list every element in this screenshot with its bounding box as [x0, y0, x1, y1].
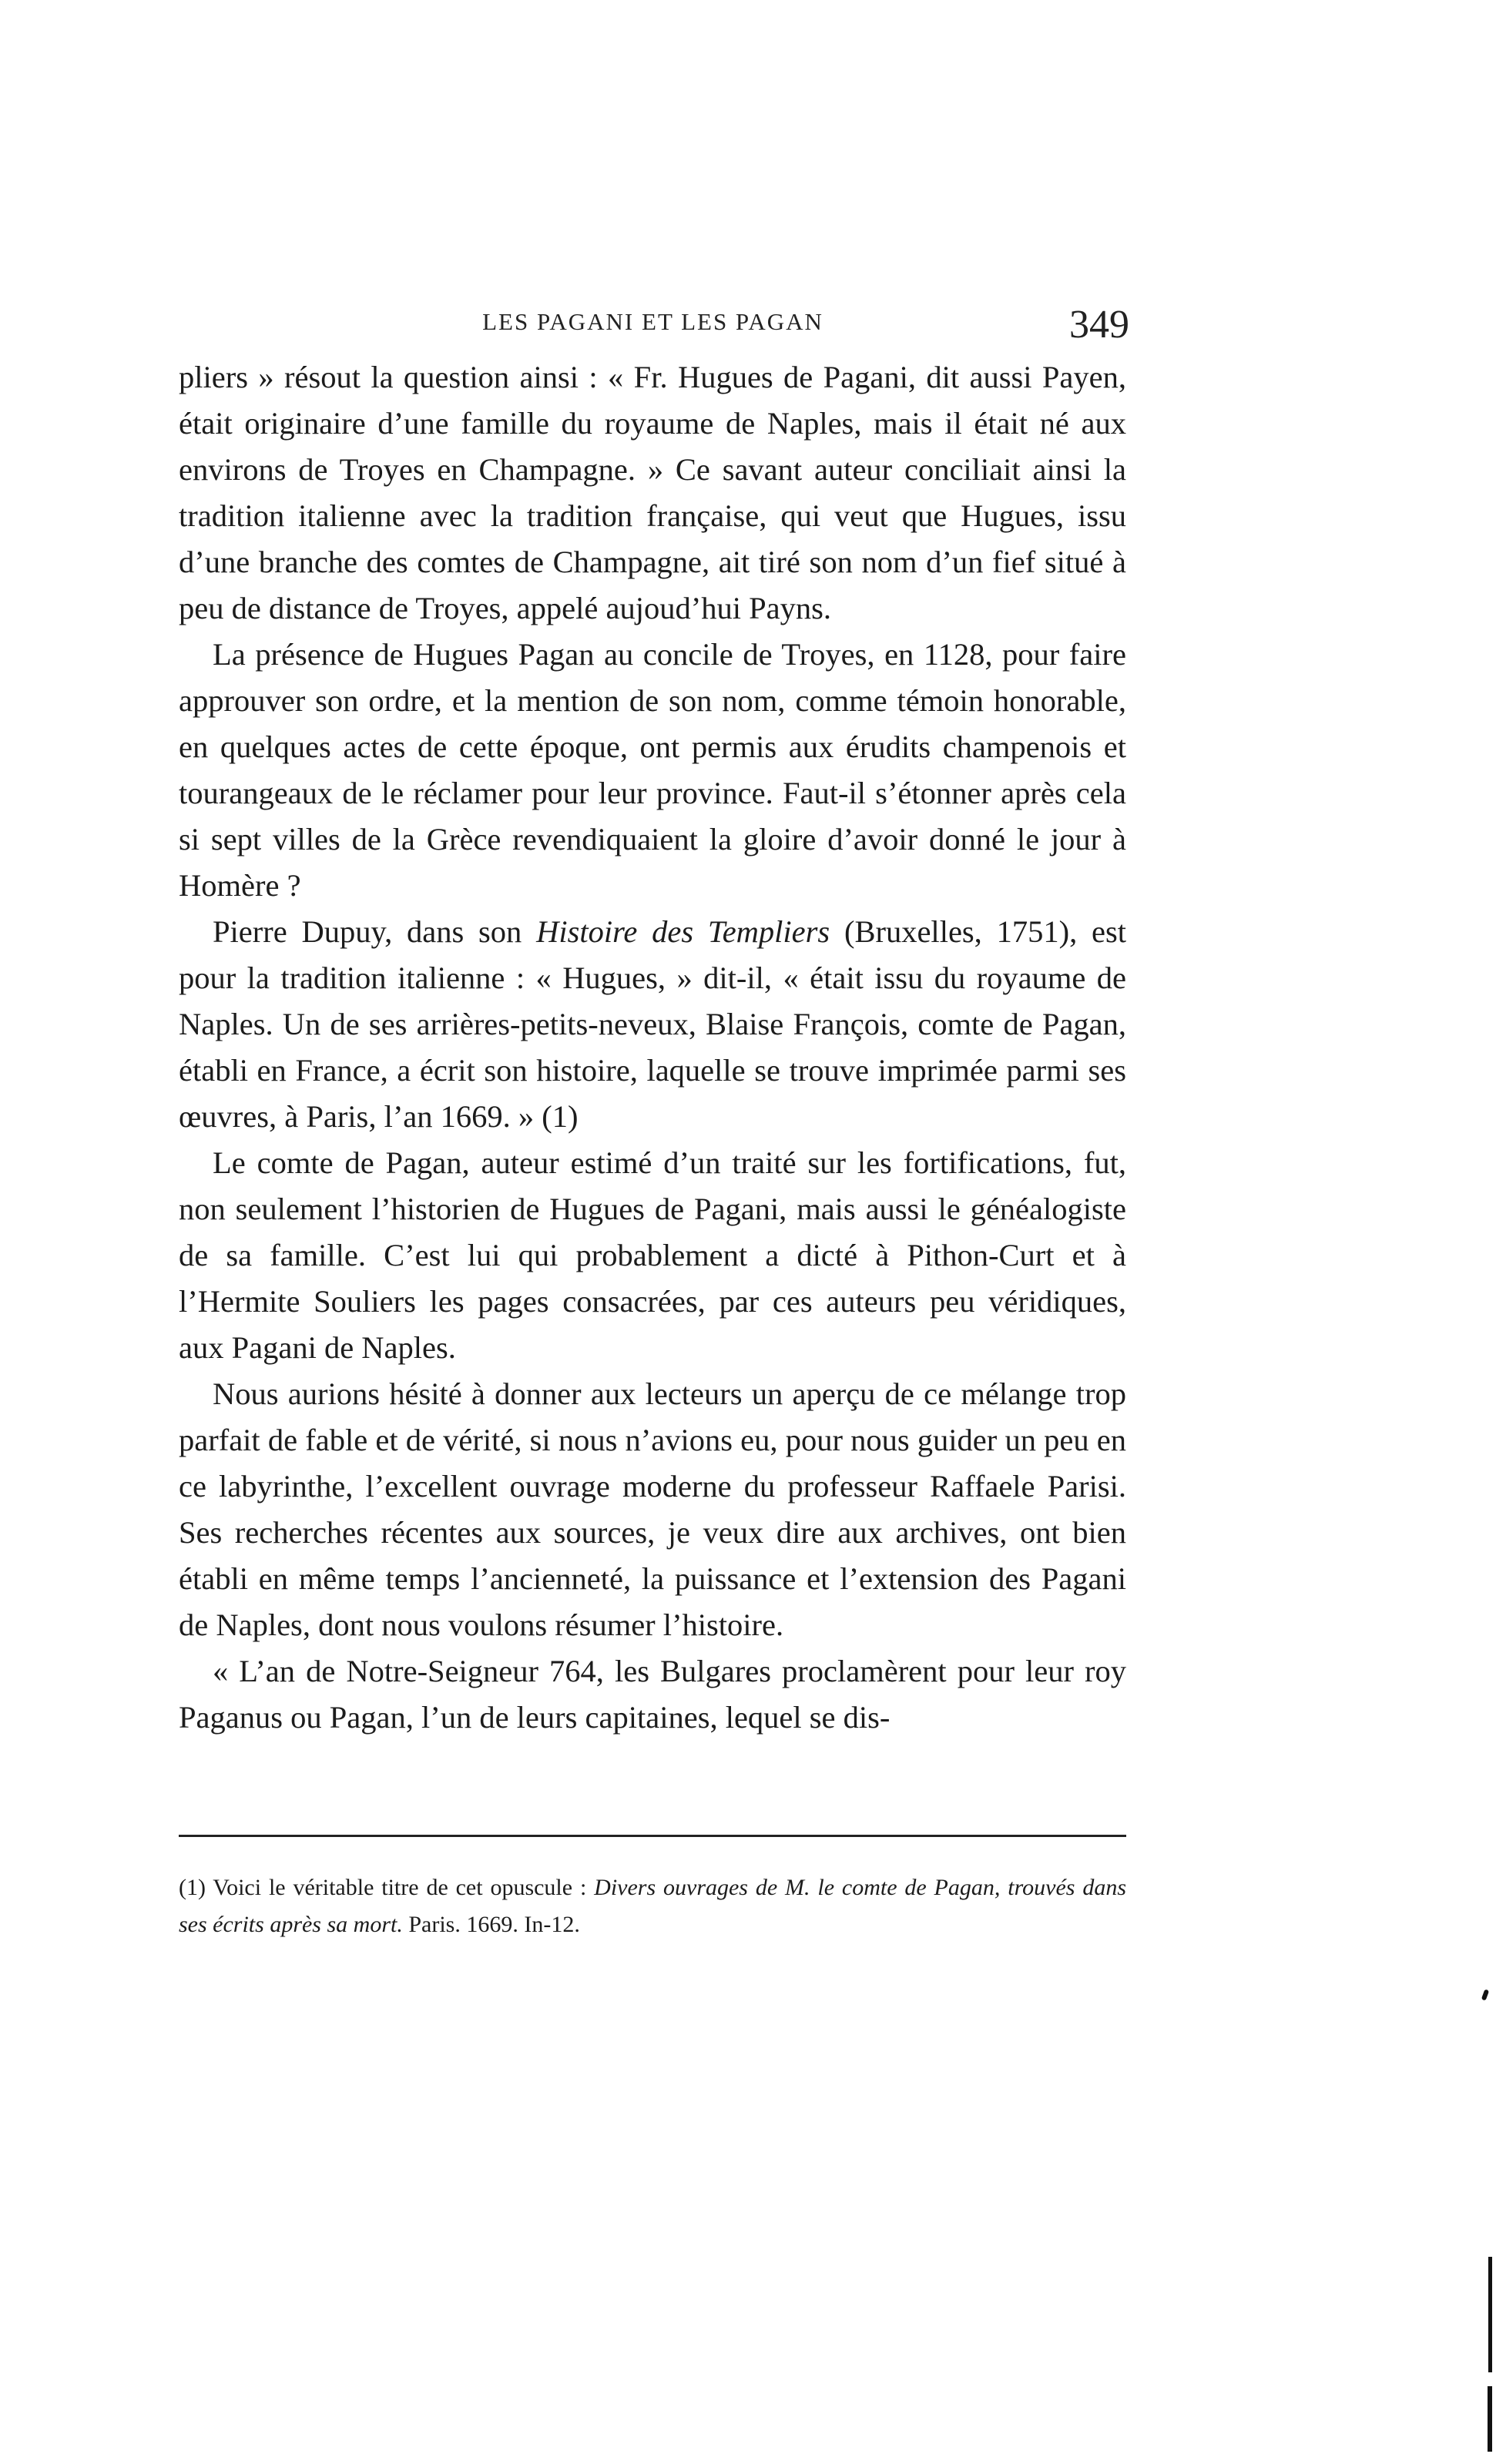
footnote-rule: [179, 1835, 1126, 1837]
book-title-italic: Histoire des Templiers: [536, 914, 830, 949]
paragraph: La présence de Hugues Pagan au concile de Troyes, en 1128, pour faire approuver son ordre, et la mention de son nom, comme témoin honorable, en quelques actes de cette époque, ont permis aux érudits champenois et tourangeaux de le réclamer pour leur province. Faut-il s’étonner après cela si sept villes de la Grèce revendiquaient la gloire d’avoir donné le jour à Homère ?: [179, 637, 1126, 903]
footnote: [179, 1869, 1126, 1943]
paragraph: [179, 909, 1126, 1140]
text-span: (Bruxelles, 1751), est pour la tradition italienne : « Hugues, » dit-il, « était issu du royaume de Naples. Un de ses arrières-petits-neveux, Blaise François, comte de Pagan, établi en France, a écrit son histoire, laquelle se trouve imprimée parmi ses œuvres, à Paris, l’an 1669. » (1): [179, 914, 1126, 1134]
running-head: [181, 302, 1129, 356]
scan-mark: [1481, 1989, 1489, 2000]
paragraph: Nous aurions hésité à donner aux lecteurs un aperçu de ce mélange trop parfait de fable et de vérité, si nous n’avions eu, pour nous guider un peu en ce labyrinthe, l’excellent ouvrage moderne du professeur Raffaele Parisi. Ses recherches récentes aux sources, je veux dire aux archives, ont bien établi en même temps l’ancienneté, la puissance et l’extension des Pagani de Naples, dont nous voulons résumer l’histoire.: [179, 1376, 1126, 1642]
running-title: LES PAGANI ET LES PAGAN: [482, 308, 823, 335]
footnote-text: (1) Voici le véritable titre de cet opuscule :: [179, 1875, 595, 1900]
body-text: [179, 354, 1126, 1741]
paragraph: Le comte de Pagan, auteur estimé d’un traité sur les fortifications, fut, non seulement l’historien de Hugues de Pagani, mais aussi le généalogiste de sa famille. C’est lui qui probablement a dicté à Pithon-Curt et à l’Hermite Souliers les pages consacrées, par ces auteurs peu véridiques, aux Pagani de Naples.: [179, 1145, 1126, 1365]
text-span: Pierre Dupuy, dans son: [213, 914, 537, 949]
scan-mark: [1488, 2386, 1492, 2452]
page-number: 349: [1069, 303, 1129, 347]
scan-mark: [1488, 2257, 1492, 2372]
footnote-title-italic: Divers ouvrages de M. le comte de Pagan, trouvés dans ses écrits après sa mort.: [179, 1875, 1126, 1937]
paragraph: pliers » résout la question ainsi : « Fr. Hugues de Pagani, dit aussi Payen, était originaire d’une famille du royaume de Naples, mais il était né aux environs de Troyes en Champagne. » Ce savant auteur conciliait ainsi la tradition italienne avec la tradition française, qui veut que Hugues, issu d’une branche des comtes de Champagne, ait tiré son nom d’un fief situé à peu de distance de Troyes, appelé aujoud’hui Payns.: [179, 360, 1126, 625]
footnote-text: Paris. 1669. In-12.: [402, 1912, 580, 1937]
paragraph: « L’an de Notre-Seigneur 764, les Bulgares proclamèrent pour leur roy Paganus ou Pagan, l’un de leurs capitaines, lequel se dis-: [179, 1654, 1126, 1735]
